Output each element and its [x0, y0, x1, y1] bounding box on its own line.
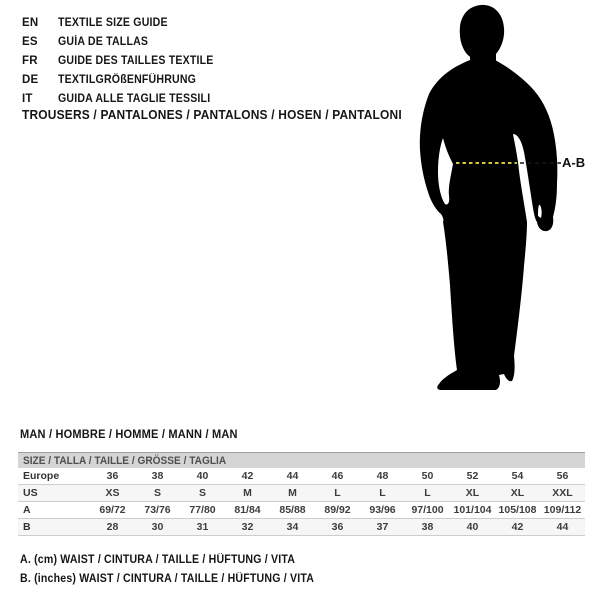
size-value-cell: 109/112: [543, 504, 582, 516]
size-value-cell: XXL: [552, 487, 573, 499]
size-value-cell: 54: [511, 470, 524, 482]
row-label: A: [23, 504, 31, 516]
size-value-cell: 48: [376, 470, 389, 482]
size-value-cell: L: [424, 487, 431, 499]
size-value-cell: 77/80: [189, 504, 216, 516]
table-row: [18, 519, 585, 536]
language-code: FR: [22, 54, 38, 67]
language-code: ES: [22, 35, 38, 48]
language-label: TEXTILE SIZE GUIDE: [58, 16, 168, 29]
measure-label: A-B: [562, 155, 586, 170]
size-value-cell: 40: [196, 470, 209, 482]
language-label: GUÍA DE TALLAS: [58, 35, 149, 48]
silhouette-neck: [470, 46, 496, 62]
size-value-cell: 93/96: [369, 504, 396, 516]
language-row: [22, 13, 227, 32]
size-table-header-text: SIZE / TALLA / TAILLE / GRÖSSE / TAGLIA: [23, 455, 227, 467]
language-label: GUIDE DES TAILLES TEXTILE: [58, 54, 214, 67]
size-value-cell: 40: [466, 521, 479, 533]
language-row: [22, 51, 227, 70]
size-value-cell: M: [243, 487, 252, 499]
size-value-cell: 30: [151, 521, 164, 533]
size-value-cell: 73/76: [144, 504, 171, 516]
row-label: US: [23, 487, 38, 499]
size-value-cell: 81/84: [234, 504, 261, 516]
section-title-text: MAN / HOMBRE / HOMME / MANN / MAN: [20, 427, 238, 441]
size-value-cell: 32: [241, 521, 254, 533]
size-value-cell: 28: [106, 521, 119, 533]
language-code: IT: [22, 92, 33, 105]
size-value-cell: XS: [105, 487, 120, 499]
size-value-cell: 36: [331, 521, 344, 533]
language-list: [22, 13, 227, 108]
size-value-cell: 105/108: [498, 504, 537, 516]
section-title-man: [20, 427, 257, 441]
size-value-cell: 69/72: [99, 504, 126, 516]
size-value-cell: 34: [286, 521, 299, 533]
size-value-cell: L: [334, 487, 341, 499]
man-silhouette: [410, 0, 600, 400]
size-value-cell: L: [379, 487, 386, 499]
category-title-text: TROUSERS / PANTALONES / PANTALONS / HOSEN / PANTALONI: [22, 107, 402, 122]
size-table: [18, 452, 585, 536]
table-row: [18, 485, 585, 502]
size-value-cell: S: [153, 487, 161, 499]
size-value-cell: 42: [241, 470, 254, 482]
size-value-cell: 37: [376, 521, 389, 533]
language-code: EN: [22, 16, 39, 29]
language-label: TEXTILGRÖßENFÜHRUNG: [58, 73, 197, 86]
size-value-cell: XL: [510, 487, 525, 499]
row-label: Europe: [23, 470, 60, 482]
size-value-cell: 44: [286, 470, 299, 482]
size-value-cell: S: [198, 487, 206, 499]
size-value-cell: 38: [421, 521, 434, 533]
row-label: B: [23, 521, 31, 533]
size-value-cell: 85/88: [279, 504, 306, 516]
size-value-cell: 50: [421, 470, 434, 482]
language-label: GUIDA ALLE TAGLIE TESSILI: [58, 92, 211, 105]
measure-note-a-text: A. (cm) WAIST / CINTURA / TAILLE / HÜFTUNG / VITA: [20, 554, 296, 566]
language-row: [22, 89, 227, 108]
size-value-cell: 56: [556, 470, 569, 482]
man-silhouette-figure: [410, 0, 600, 400]
language-code: DE: [22, 73, 39, 86]
measure-note-a: [20, 554, 319, 566]
measure-note-b: [20, 573, 340, 585]
size-value-cell: 89/92: [324, 504, 351, 516]
size-value-cell: 36: [106, 470, 119, 482]
size-value-cell: 38: [151, 470, 164, 482]
size-value-cell: XL: [465, 487, 480, 499]
category-title: [22, 107, 435, 122]
size-table-header: [18, 452, 585, 468]
size-value-cell: 52: [466, 470, 479, 482]
table-row: [18, 502, 585, 519]
size-value-cell: 46: [331, 470, 344, 482]
language-row: [22, 32, 227, 51]
size-value-cell: 42: [511, 521, 524, 533]
size-value-cell: 101/104: [453, 504, 492, 516]
table-row: [18, 468, 585, 485]
silhouette-body: [420, 60, 558, 390]
size-value-cell: 31: [196, 521, 209, 533]
measure-note-b-text: B. (inches) WAIST / CINTURA / TAILLE / HÜFTUNG / VITA: [20, 573, 315, 585]
size-value-cell: M: [288, 487, 297, 499]
size-value-cell: 44: [556, 521, 569, 533]
size-value-cell: 97/100: [411, 504, 444, 516]
language-row: [22, 70, 227, 89]
size-table-body: [18, 468, 585, 536]
